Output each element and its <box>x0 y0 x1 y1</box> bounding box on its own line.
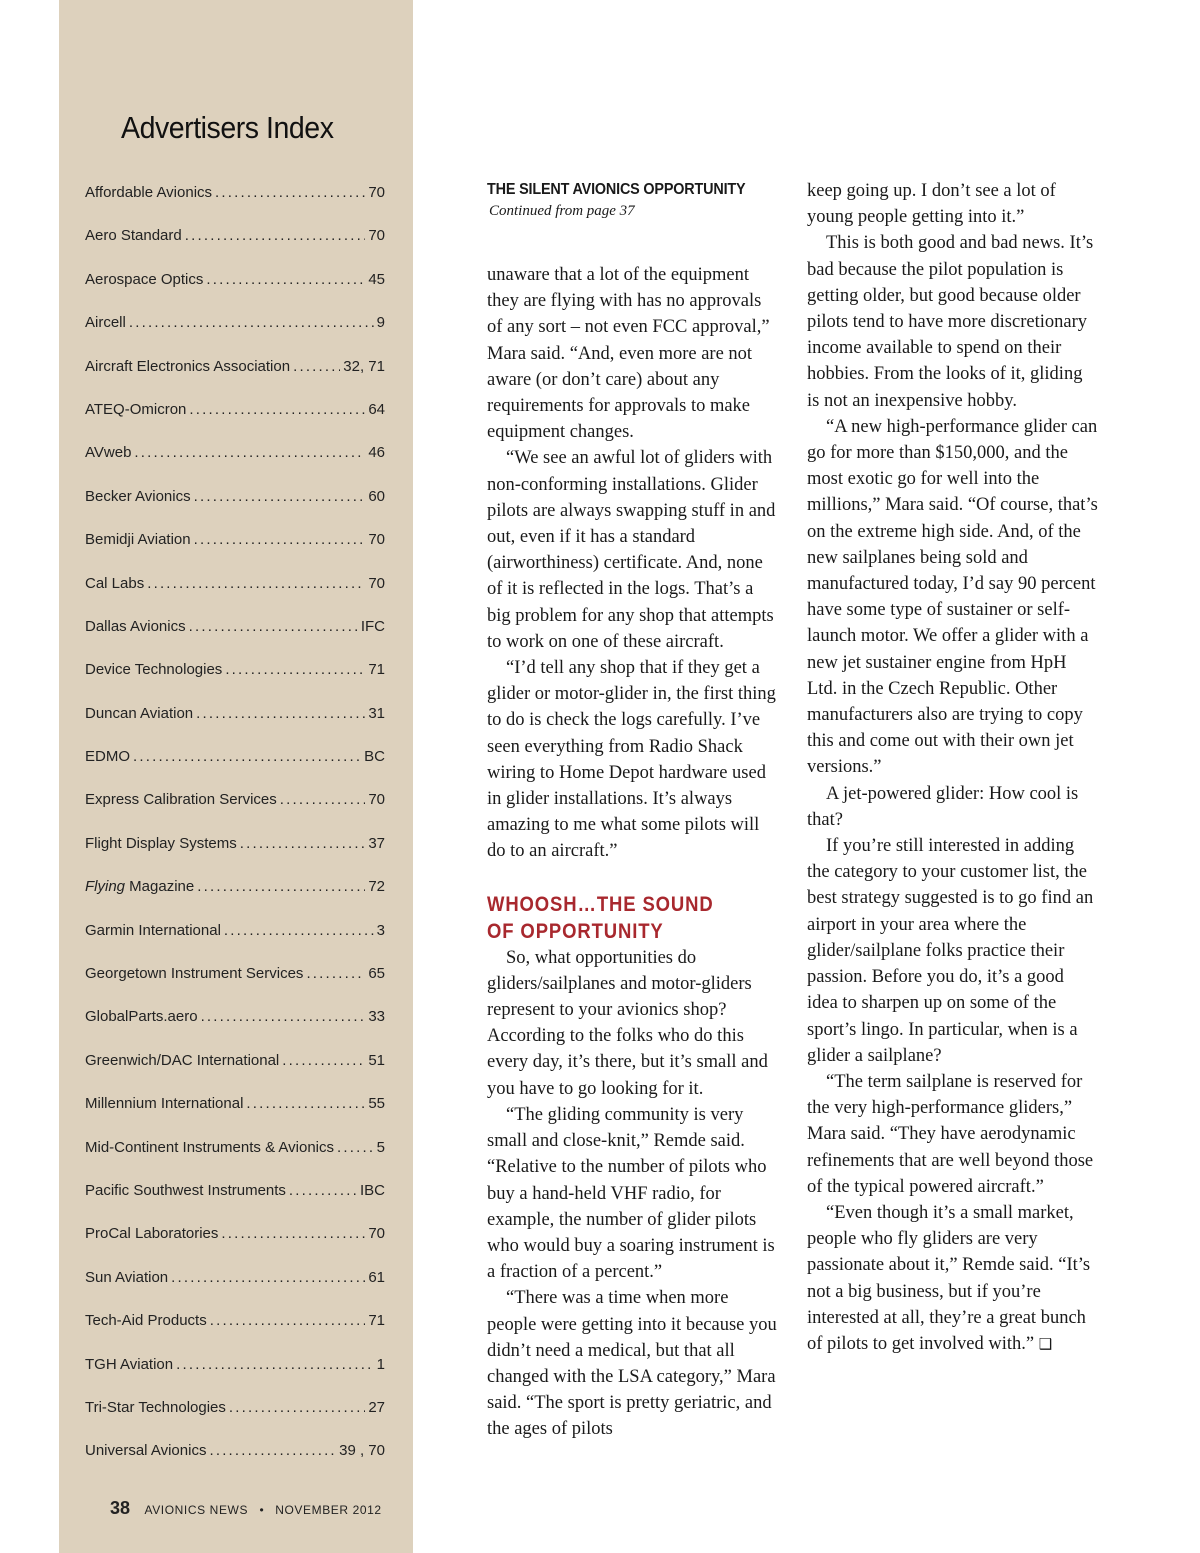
advertiser-page: IBC <box>359 1181 385 1199</box>
advertiser-page: 39 , 70 <box>339 1442 385 1460</box>
advertiser-entry <box>85 569 385 612</box>
advertiser-name: Aerospace Optics <box>85 270 204 288</box>
advertiser-entry <box>85 1089 385 1132</box>
advertiser-name: Duncan Aviation <box>85 704 194 722</box>
advertiser-name: Sun Aviation <box>85 1268 169 1286</box>
advertiser-entry <box>85 1133 385 1176</box>
advertiser-name: TGH Aviation <box>85 1355 174 1373</box>
advertiser-name: Garmin International <box>85 921 221 939</box>
subhead-line: OF OPPORTUNITY <box>487 919 664 943</box>
dot-leader <box>189 612 358 642</box>
advertiser-entry <box>85 829 385 872</box>
dot-leader <box>215 178 365 208</box>
advertiser-page: 45 <box>368 270 385 288</box>
advertiser-entry <box>85 438 385 481</box>
advertiser-page: BC <box>364 748 385 766</box>
advertiser-name-rest: Magazine <box>125 878 195 896</box>
advertiser-name: Dallas Avionics <box>85 617 186 635</box>
advertiser-name: Becker Avionics <box>85 487 191 505</box>
advertiser-name-italic: Flying <box>85 878 126 896</box>
advertiser-name: Tri-Star Technologies <box>85 1398 226 1416</box>
advertiser-page: IFC <box>360 617 385 635</box>
advertiser-name: EDMO <box>85 748 130 766</box>
advertiser-page: 51 <box>368 1051 385 1069</box>
article-column-1 <box>487 178 777 1443</box>
advertiser-name: Flight Display Systems <box>85 834 237 852</box>
dot-leader <box>185 221 366 251</box>
advertiser-entry <box>85 699 385 742</box>
dot-leader <box>134 438 365 468</box>
advertiser-entry <box>85 178 385 221</box>
advertiser-entry <box>85 221 385 264</box>
paragraph: So, what opportunities do gliders/sailplanes and motor-gliders represent to your avionics shop? According to the folks who do this every day, it’s there, but it’s small and you have to go looking for it. <box>487 947 768 1099</box>
advertiser-page: 70 <box>368 531 385 549</box>
paragraph: If you’re still interested in adding the category to your customer list, the best strategy suggested is to go find an airport in your area where the glider/sailplane folks practice their passion. Before you do, it’s a good idea to sharpen up on some of the sport’s lingo. In particular, when is a glider a sailplane? <box>807 836 1094 1066</box>
page-number: 38 <box>110 1498 131 1518</box>
dot-leader <box>221 1219 365 1249</box>
paragraph: unaware that a lot of the equipment they are flying with has no approvals of any sort – not even FCC approval,” Mara said. “And, even more are not aware (or don’t care) about any requirements for approvals to make equipment changes. <box>487 265 770 443</box>
paragraph <box>807 1200 1099 1357</box>
advertiser-page: 55 <box>368 1095 385 1113</box>
advertiser-name: ATEQ-Omicron <box>85 400 187 418</box>
advertiser-page: 33 <box>368 1008 385 1026</box>
article-title: THE SILENT AVIONICS OPPORTUNITY <box>487 181 746 198</box>
dot-leader <box>201 1002 366 1032</box>
advertiser-entry <box>85 872 385 915</box>
advertiser-name: Cal Labs <box>85 574 145 592</box>
advertiser-name: Millennium International <box>85 1095 244 1113</box>
paragraph: “There was a time when more people were getting into it because you didn’t need a medical, but that all changed with the LSA category,” Mara said. “The sport is pretty geriatric, and the ages of pilots <box>487 1288 777 1440</box>
dot-leader <box>240 829 366 859</box>
publication-name: AVIONICS NEWS <box>144 1503 249 1517</box>
dot-leader <box>133 742 361 772</box>
advertiser-entry <box>85 1350 385 1393</box>
advertisers-list <box>85 178 385 1480</box>
advertiser-page: 61 <box>368 1268 385 1286</box>
dot-leader <box>147 569 365 599</box>
dot-leader <box>289 1176 357 1206</box>
advertiser-page: 71 <box>368 1312 385 1330</box>
issue-date: NOVEMBER 2012 <box>275 1503 382 1517</box>
advertiser-page: 70 <box>368 574 385 592</box>
dot-leader <box>280 785 366 815</box>
advertiser-entry <box>85 1176 385 1219</box>
dot-leader <box>196 699 365 729</box>
dot-leader <box>209 1436 336 1466</box>
advertiser-page: 37 <box>368 834 385 852</box>
advertiser-name: Georgetown Instrument Services <box>85 965 304 983</box>
advertiser-entry <box>85 1436 385 1479</box>
advertiser-page: 64 <box>368 400 385 418</box>
end-mark-icon: ❑ <box>1038 1334 1053 1353</box>
advertiser-name: Affordable Avionics <box>85 184 213 201</box>
advertiser-page: 70 <box>368 791 385 809</box>
dot-leader <box>129 308 374 338</box>
advertiser-name: Greenwich/DAC International <box>85 1051 280 1069</box>
advertiser-name: Tech-Aid Products <box>85 1312 207 1330</box>
paragraph-text: “Even though it’s a small market, people who fly gliders are very passionate about it,” Remde said. “It’s not a big business, but if you’re interested at all, they’re a great bunch of pilots to get involved with.” <box>807 1202 1091 1354</box>
advertiser-entry <box>85 785 385 828</box>
subhead-line: WHOOSH…THE SOUND <box>487 892 714 916</box>
dot-leader <box>225 655 365 685</box>
advertiser-name: Pacific Southwest Instruments <box>85 1181 286 1199</box>
advertiser-entry <box>85 525 385 568</box>
dot-leader <box>171 1263 365 1293</box>
advertiser-page: 72 <box>368 878 385 896</box>
dot-leader <box>337 1133 374 1163</box>
advertiser-entry <box>85 1306 385 1349</box>
dot-leader <box>189 395 365 425</box>
advertiser-page: 60 <box>368 487 385 505</box>
paragraph: keep going up. I don’t see a lot of young people getting into it.” <box>807 181 1056 228</box>
dot-leader <box>194 482 366 512</box>
dot-leader <box>246 1089 365 1119</box>
advertiser-page: 31 <box>368 704 385 722</box>
advertiser-entry <box>85 482 385 525</box>
advertisers-index-title: Advertisers Index <box>121 110 334 145</box>
advertiser-page: 27 <box>368 1398 385 1416</box>
advertiser-name: Bemidji Aviation <box>85 531 191 549</box>
advertiser-entry <box>85 395 385 438</box>
paragraph: “I’d tell any shop that if they get a glider or motor-glider in, the first thing to do is check the logs carefully. I’ve seen everything from Radio Shack wiring to Home Depot hardware used in glider installations. It’s always amazing to me what some pilots will do to an aircraft.” <box>487 658 776 862</box>
advertiser-entry <box>85 1219 385 1262</box>
dot-leader <box>224 916 374 946</box>
dot-leader <box>206 265 365 295</box>
advertiser-name: Express Calibration Services <box>85 791 277 809</box>
advertiser-entry <box>85 265 385 308</box>
advertiser-page: 32, 71 <box>343 357 385 375</box>
paragraph: “We see an awful lot of gliders with non-conforming installations. Glider pilots are always swapping stuff in and out, even if it has a standard (airworthiness) certificate. And, none of it is reflected in the logs. That’s a big problem for any shop that attempts to work on one of these aircraft. <box>487 448 776 652</box>
dot-leader <box>197 872 365 902</box>
advertiser-name: Mid-Continent Instruments & Avionics <box>85 1138 335 1156</box>
continued-note: Continued from page 37 <box>489 203 635 219</box>
advertiser-entry <box>85 742 385 785</box>
paragraph: “A new high-performance glider can go for more than $150,000, and the most exotic go for well into the millions,” Mara said. “Of course, that’s on the extreme high side. And, of the new sailplanes being sold and manufactured today, I’d say 90 percent have some type of sustainer or self-launch motor. We offer a glider with a new jet sustainer engine from HpH Ltd. in the Czech Republic. Other manufacturers also are trying to copy this and come out with their own jet versions.” <box>807 416 1098 778</box>
dot-leader <box>176 1350 374 1380</box>
advertiser-entry <box>85 1046 385 1089</box>
advertiser-entry <box>85 1393 385 1436</box>
advertiser-name: Universal Avionics <box>85 1442 207 1460</box>
dot-leader <box>229 1393 365 1423</box>
article-column-2 <box>807 178 1099 1357</box>
advertiser-entry <box>85 1002 385 1045</box>
advertiser-page: 70 <box>368 1225 385 1243</box>
advertiser-entry <box>85 959 385 1002</box>
advertiser-page: 5 <box>376 1138 385 1156</box>
advertiser-entry <box>85 352 385 395</box>
advertiser-entry <box>85 916 385 959</box>
advertiser-name <box>85 872 194 902</box>
advertiser-page: 46 <box>368 444 385 462</box>
footer-separator: • <box>259 1503 264 1517</box>
dot-leader <box>210 1306 366 1336</box>
section-subhead <box>487 891 777 945</box>
advertiser-page: 65 <box>368 965 385 983</box>
advertiser-page: 1 <box>376 1355 385 1373</box>
dot-leader <box>306 959 365 989</box>
advertiser-entry <box>85 655 385 698</box>
advertiser-name: Aero Standard <box>85 227 182 245</box>
advertiser-page: 71 <box>368 661 385 679</box>
advertiser-name: GlobalParts.aero <box>85 1008 198 1026</box>
advertiser-name: ProCal Laboratories <box>85 1225 219 1243</box>
paragraph: “The gliding community is very small and close-knit,” Remde said. “Relative to the number of pilots who buy a hand-held VHF radio, for example, the number of glider pilots who would buy a soaring instrument is a fraction of a percent.” <box>487 1104 775 1283</box>
paragraph: A jet-powered glider: How cool is that? <box>807 783 1079 830</box>
page-footer <box>110 1498 382 1519</box>
paragraph: “The term sailplane is reserved for the very high-performance gliders,” Mara said. “They have aerodynamic refinements that are well beyond those of the typical powered aircraft.” <box>807 1071 1094 1197</box>
advertiser-name: Aircell <box>85 314 126 332</box>
dot-leader <box>282 1046 365 1076</box>
advertiser-page: 9 <box>376 314 385 332</box>
advertiser-page: 70 <box>368 184 385 201</box>
advertiser-name: Aircraft Electronics Association <box>85 357 291 375</box>
advertiser-name: Device Technologies <box>85 661 223 679</box>
advertiser-entry <box>85 1263 385 1306</box>
paragraph: This is both good and bad news. It’s bad because the pilot population is getting older, but good because older pilots tend to have more discretionary income available to spend on their hobbies. From the looks of it, gliding is not an inexpensive hobby. <box>807 233 1094 411</box>
dot-leader <box>293 352 340 382</box>
advertiser-name: AVweb <box>85 444 132 462</box>
advertiser-page: 3 <box>376 921 385 939</box>
advertiser-page: 70 <box>368 227 385 245</box>
advertiser-entry <box>85 308 385 351</box>
advertiser-entry <box>85 612 385 655</box>
dot-leader <box>194 525 366 555</box>
